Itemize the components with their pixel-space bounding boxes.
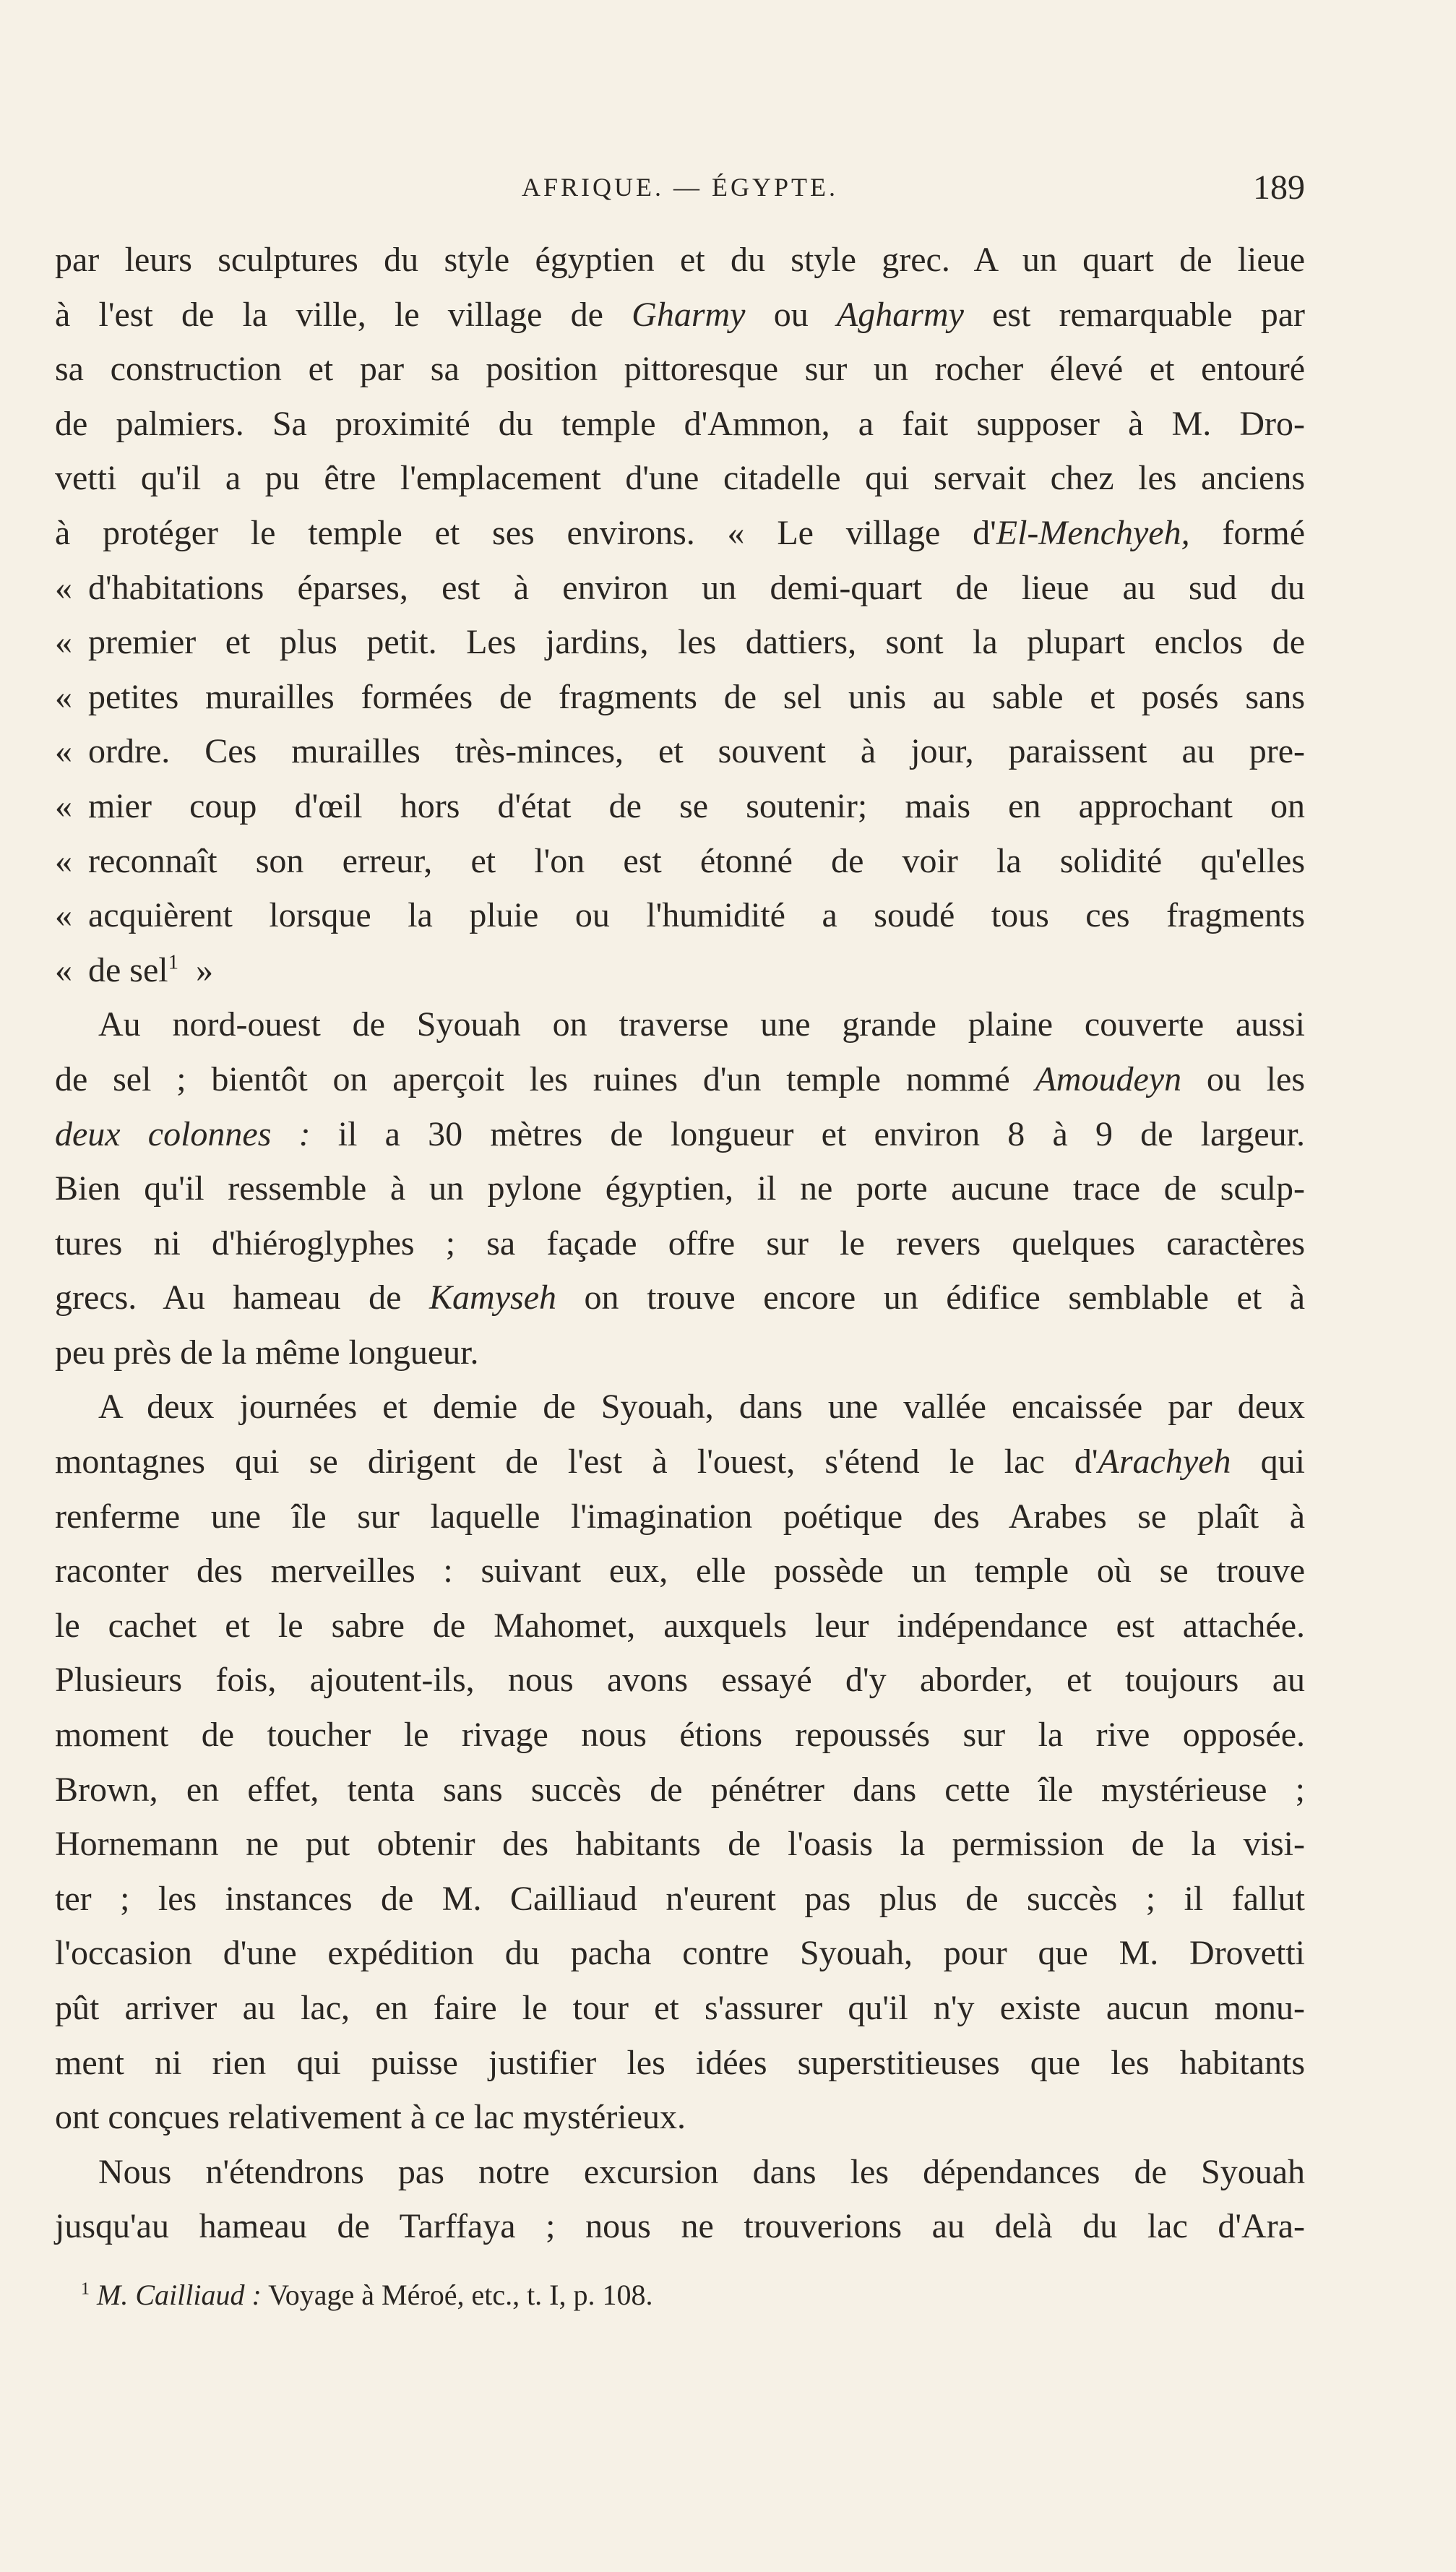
text-line: deux colonnes : il a 30 mètres de longueur et environ 8 à 9 de largeur. xyxy=(55,1114,1306,1153)
page-number: 189 xyxy=(1253,168,1305,207)
text-line: raconter des merveilles : suivant eux, elle possède un temple où se trouve xyxy=(55,1552,1305,1591)
text-line: Au nord-ouest de Syouah on traverse une grande plaine couverte aussi xyxy=(98,1005,1305,1044)
footnote-text: Voyage à Méroé, etc., t. I, p. 108. xyxy=(268,2279,653,2311)
text-line: tures ni d'hiéroglyphes ; sa façade offre sur le revers quelques caractères xyxy=(55,1223,1305,1263)
text-line: à protéger le temple et ses environs. « Le village d'El-Menchyeh, formé xyxy=(55,513,1305,552)
text-line: vetti qu'il a pu être l'emplacement d'une citadelle qui servait chez les anciens xyxy=(55,459,1305,498)
footnote-author: M. Cailliaud : xyxy=(97,2279,262,2311)
quoted-line: « d'habitations éparses, est à environ un demi-quart de lieue au sud du xyxy=(55,568,1305,607)
text-line: A deux journées et demie de Syouah, dans une vallée encaissée par deux xyxy=(98,1388,1305,1427)
text-line: ont conçues relativement à ce lac mystérieux. xyxy=(55,2098,686,2137)
text-line: peu près de la même longueur. xyxy=(55,1333,479,1372)
running-head xyxy=(55,168,1305,211)
text-line: de sel ; bientôt on aperçoit les ruines d'un temple nommé Amoudeyn ou les xyxy=(55,1059,1305,1098)
quoted-line: « mier coup d'œil hors d'état de se soutenir; mais en approchant on xyxy=(55,786,1305,825)
running-title: AFRIQUE. — ÉGYPTE. xyxy=(522,173,838,202)
quoted-line: « ordre. Ces murailles très-minces, et souvent à jour, paraissent au pre- xyxy=(55,732,1305,771)
text-line: jusqu'au hameau de Tarffaya ; nous ne trouverions au delà du lac d'Ara- xyxy=(55,2207,1305,2246)
text-line: l'occasion d'une expédition du pacha contre Syouah, pour que M. Drovetti xyxy=(55,1934,1305,1973)
quoted-line: « petites murailles formées de fragments de sel unis au sable et posés sans xyxy=(55,677,1305,716)
quoted-line: « reconnaît son erreur, et l'on est étonné de voir la solidité qu'elles xyxy=(55,841,1305,880)
footnote-marker: 1 xyxy=(81,2279,90,2299)
text-line: ment ni rien qui puisse justifier les idées superstitieuses que les habitants xyxy=(55,2043,1305,2082)
text-line: sa construction et par sa position pittoresque sur un rocher élevé et entouré xyxy=(55,350,1305,389)
text-line: Plusieurs fois, ajoutent-ils, nous avons essayé d'y aborder, et toujours au xyxy=(55,1661,1305,1700)
footnote-ref: 1 xyxy=(168,950,179,974)
footnote xyxy=(81,2278,1309,2312)
text-line: moment de toucher le rivage nous étions repoussés sur la rive opposée. xyxy=(55,1716,1305,1755)
text-line: renferme une île sur laquelle l'imagination poétique des Arabes se plaît à xyxy=(55,1497,1305,1536)
text-line: de palmiers. Sa proximité du temple d'Ammon, a fait supposer à M. Dro- xyxy=(55,404,1305,443)
text-line: Nous n'étendrons pas notre excursion dans les dépendances de Syouah xyxy=(98,2152,1305,2191)
quoted-line: « acquièrent lorsque la pluie ou l'humidité a soudé tous ces fragments xyxy=(55,896,1305,935)
quoted-line: « premier et plus petit. Les jardins, les dattiers, sont la plupart enclos de xyxy=(55,623,1305,662)
text-line: Bien qu'il ressemble à un pylone égyptien, il ne porte aucune trace de sculp- xyxy=(55,1169,1305,1208)
text-line: par leurs sculptures du style égyptien et du style grec. A un quart de lieue xyxy=(55,241,1305,279)
text-line: Brown, en effet, tenta sans succès de pénétrer dans cette île mystérieuse ; xyxy=(55,1770,1305,1809)
text-line: le cachet et le sabre de Mahomet, auxquels leur indépendance est attachée. xyxy=(55,1606,1305,1645)
text-line: ter ; les instances de M. Cailliaud n'eurent pas plus de succès ; il fallut xyxy=(55,1879,1305,1918)
quoted-line: « de sel$^1$ » xyxy=(55,950,214,989)
text-line: Hornemann ne put obtenir des habitants de l'oasis la permission de la visi- xyxy=(55,1825,1305,1864)
text-line: grecs. Au hameau de Kamyseh on trouve encore un édifice semblable et à xyxy=(55,1278,1306,1317)
text-line: montagnes qui se dirigent de l'est à l'ouest, s'étend le lac d'Arachyeh qui xyxy=(55,1442,1305,1481)
body-text xyxy=(55,233,1305,2254)
text-line: à l'est de la ville, le village de Gharmy ou Agharmy est remarquable par xyxy=(55,295,1306,334)
text-line: pût arriver au lac, en faire le tour et s'assurer qu'il n'y existe aucun monu- xyxy=(55,1989,1305,2027)
